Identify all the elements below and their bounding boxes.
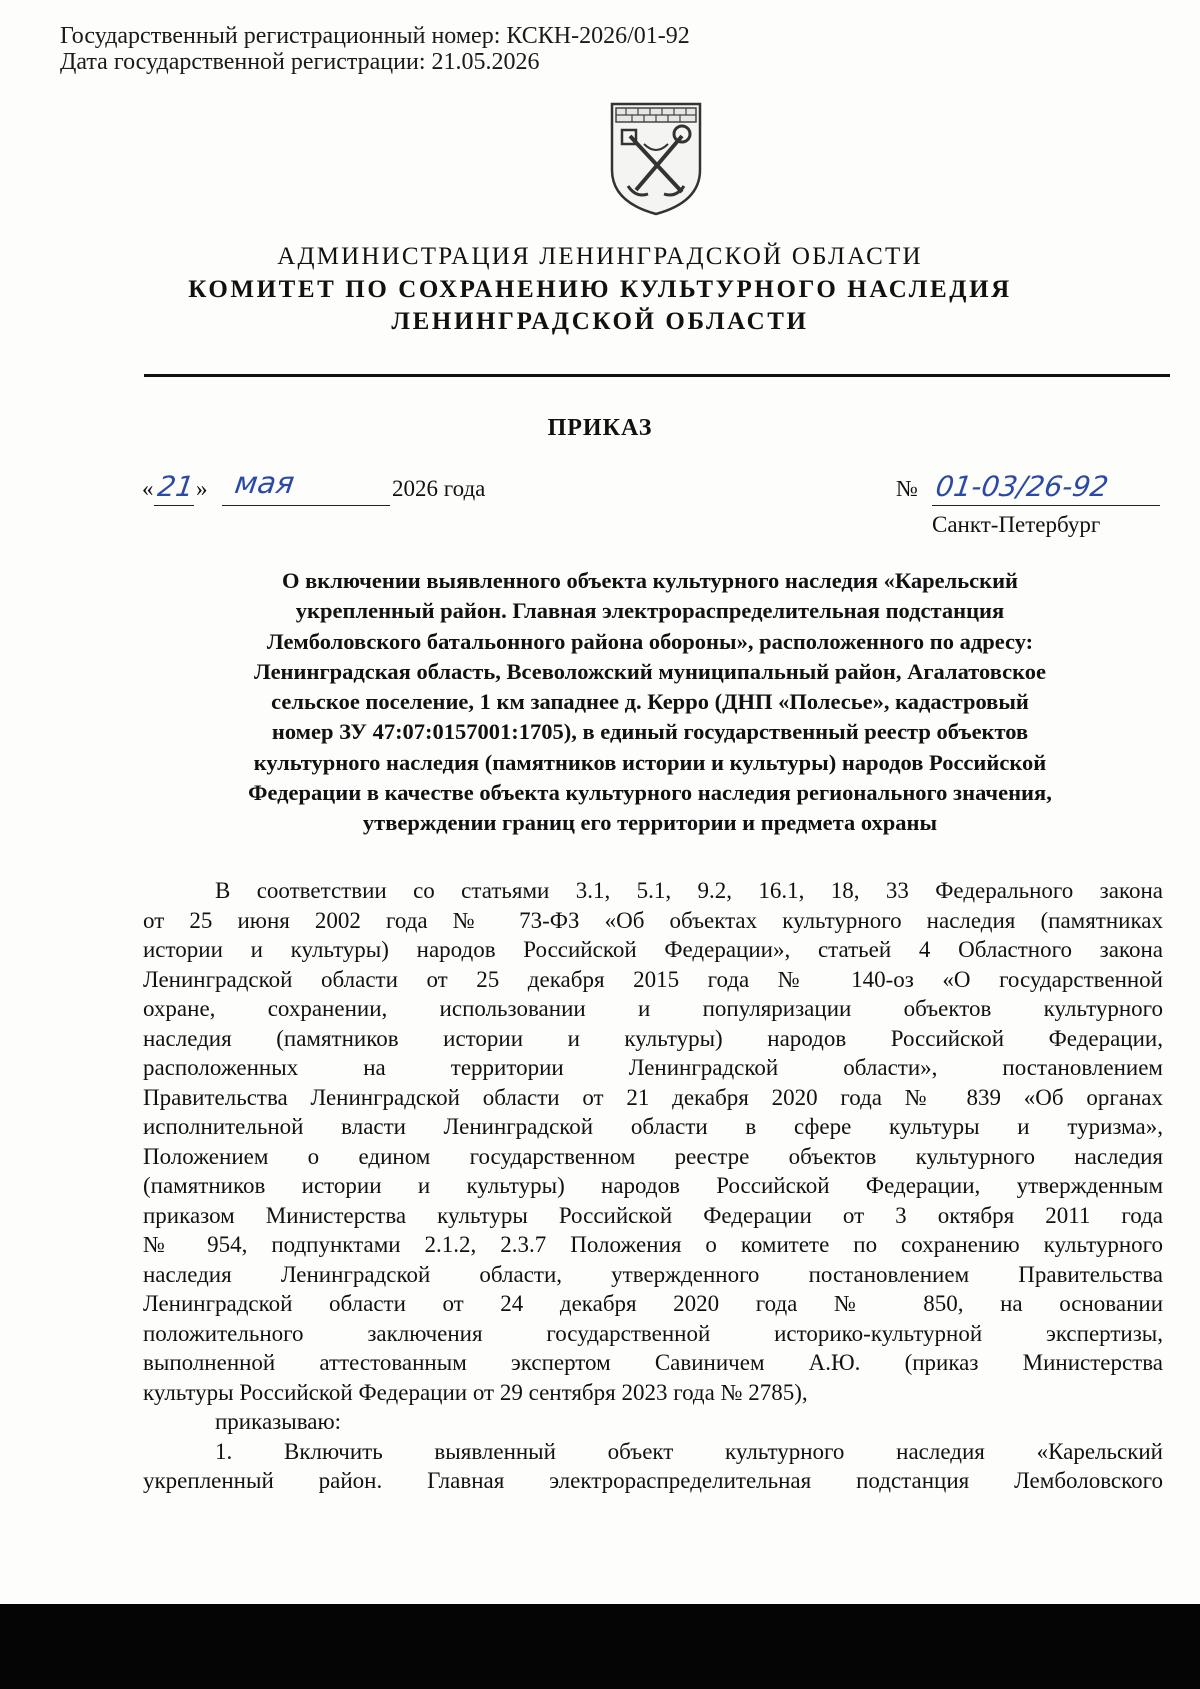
body-line: В соответствии со статьями 3.1, 5.1, 9.2, 16.1, 18, 33 Федерального закона bbox=[215, 878, 1163, 903]
order-number-handwritten: 01-03/26-92 bbox=[933, 470, 1111, 503]
body-line: (памятников истории и культуры) народов Российской Федерации, утвержденным bbox=[143, 1173, 1163, 1198]
body-line: Правительства Ленинградской области от 21 декабря 2020 года № 839 «Об органах bbox=[143, 1084, 1163, 1110]
body-line: наследия Ленинградской области, утвержденного постановлением Правительства bbox=[143, 1261, 1163, 1287]
committee-region: ЛЕНИНГРАДСКОЙ ОБЛАСТИ bbox=[391, 308, 809, 335]
subject-line: номер ЗУ 47:07:0157001:1705), в единый государственный реестр объектов bbox=[271, 719, 1029, 745]
body-line: укрепленный район. Главная электрораспределительная подстанция Лемболовского bbox=[143, 1468, 1163, 1493]
body-line: наследия (памятников истории и культуры) народов Российской Федерации, bbox=[143, 1025, 1163, 1051]
body-line: Ленинградской области от 24 декабря 2020 года № 850, на основании bbox=[143, 1291, 1163, 1316]
date-day-handwritten: 21 bbox=[155, 470, 196, 503]
number-underline bbox=[932, 505, 1160, 506]
body-line: № 954, подпунктами 2.1.2, 2.3.7 Положения о комитете по сохранению культурного bbox=[143, 1232, 1163, 1257]
subject-line: Ленинградская область, Всеволожский муниципальный район, Агалатовское bbox=[253, 658, 1047, 684]
coat-of-arms-icon bbox=[608, 100, 704, 216]
body-line: расположенных на территории Ленинградской области», постановлением bbox=[143, 1055, 1163, 1080]
body-line: приказом Министерства культуры Российской Федерации от 3 октября 2011 года bbox=[143, 1202, 1163, 1228]
date-month-handwritten: мая bbox=[232, 466, 297, 501]
city: Санкт-Петербург bbox=[932, 512, 1101, 537]
order-body bbox=[143, 876, 1163, 1496]
registration-number: Государственный регистрационный номер: КСКН-2026/01-92 bbox=[60, 23, 690, 49]
body-line: Ленинградской области от 25 декабря 2015 года № 140-оз «О государственной bbox=[143, 966, 1163, 992]
header-divider bbox=[144, 374, 1170, 377]
date-year: 2026 года bbox=[392, 476, 486, 501]
order-subject bbox=[130, 566, 1170, 839]
subject-line: О включении выявленного объекта культурного наследия «Карельский bbox=[281, 568, 1018, 593]
subject-line: Лемболовского батальонного района обороны», расположенного по адресу: bbox=[266, 628, 1034, 654]
date-open-quote: « bbox=[142, 476, 154, 501]
body-line: культуры Российской Федерации от 29 сентября 2023 года № 2785), bbox=[143, 1379, 808, 1405]
administration-name: АДМИНИСТРАЦИЯ ЛЕНИНГРАДСКОЙ ОБЛАСТИ bbox=[277, 243, 923, 270]
registration-date: Дата государственной регистрации: 21.05.2026 bbox=[60, 49, 540, 75]
body-line: 1. Включить выявленный объект культурного наследия «Карельский bbox=[215, 1438, 1163, 1464]
subject-line: Федерации в качестве объекта культурного наследия регионального значения, bbox=[248, 780, 1052, 806]
body-line: от 25 июня 2002 года № 73-ФЗ «Об объектах культурного наследия (памятниках bbox=[143, 907, 1163, 933]
body-line: истории и культуры) народов Российской Федерации», статьей 4 Областного закона bbox=[143, 937, 1163, 962]
number-sign: № bbox=[896, 476, 918, 501]
body-line: приказываю: bbox=[215, 1409, 342, 1434]
subject-line: укрепленный район. Главная электрораспределительная подстанция bbox=[295, 598, 1005, 624]
scan-border bbox=[0, 1604, 1200, 1689]
day-underline bbox=[154, 505, 194, 506]
body-line: исполнительной власти Ленинградской области в сфере культуры и туризма», bbox=[143, 1114, 1163, 1139]
body-line: выполненной аттестованным экспертом Савиничем А.Ю. (приказ Министерства bbox=[143, 1350, 1163, 1375]
subject-line: сельское поселение, 1 км западнее д. Керро (ДНП «Полесье», кадастровый bbox=[271, 689, 1029, 715]
month-underline bbox=[222, 505, 390, 506]
order-title: ПРИКАЗ bbox=[547, 415, 653, 441]
subject-line: культурного наследия (памятников истории и культуры) народов Российской bbox=[253, 749, 1047, 775]
body-line: охране, сохранении, использовании и популяризации объектов культурного bbox=[143, 996, 1163, 1021]
body-line: положительного заключения государственной историко-культурной экспертизы, bbox=[143, 1320, 1163, 1346]
date-close-quote: » bbox=[196, 476, 208, 501]
body-line: Положением о едином государственном реестре объектов культурного наследия bbox=[143, 1143, 1163, 1169]
subject-line: утверждении границ его территории и предмета охраны bbox=[362, 810, 938, 836]
committee-name: КОМИТЕТ ПО СОХРАНЕНИЮ КУЛЬТУРНОГО НАСЛЕДИЯ bbox=[188, 276, 1012, 303]
